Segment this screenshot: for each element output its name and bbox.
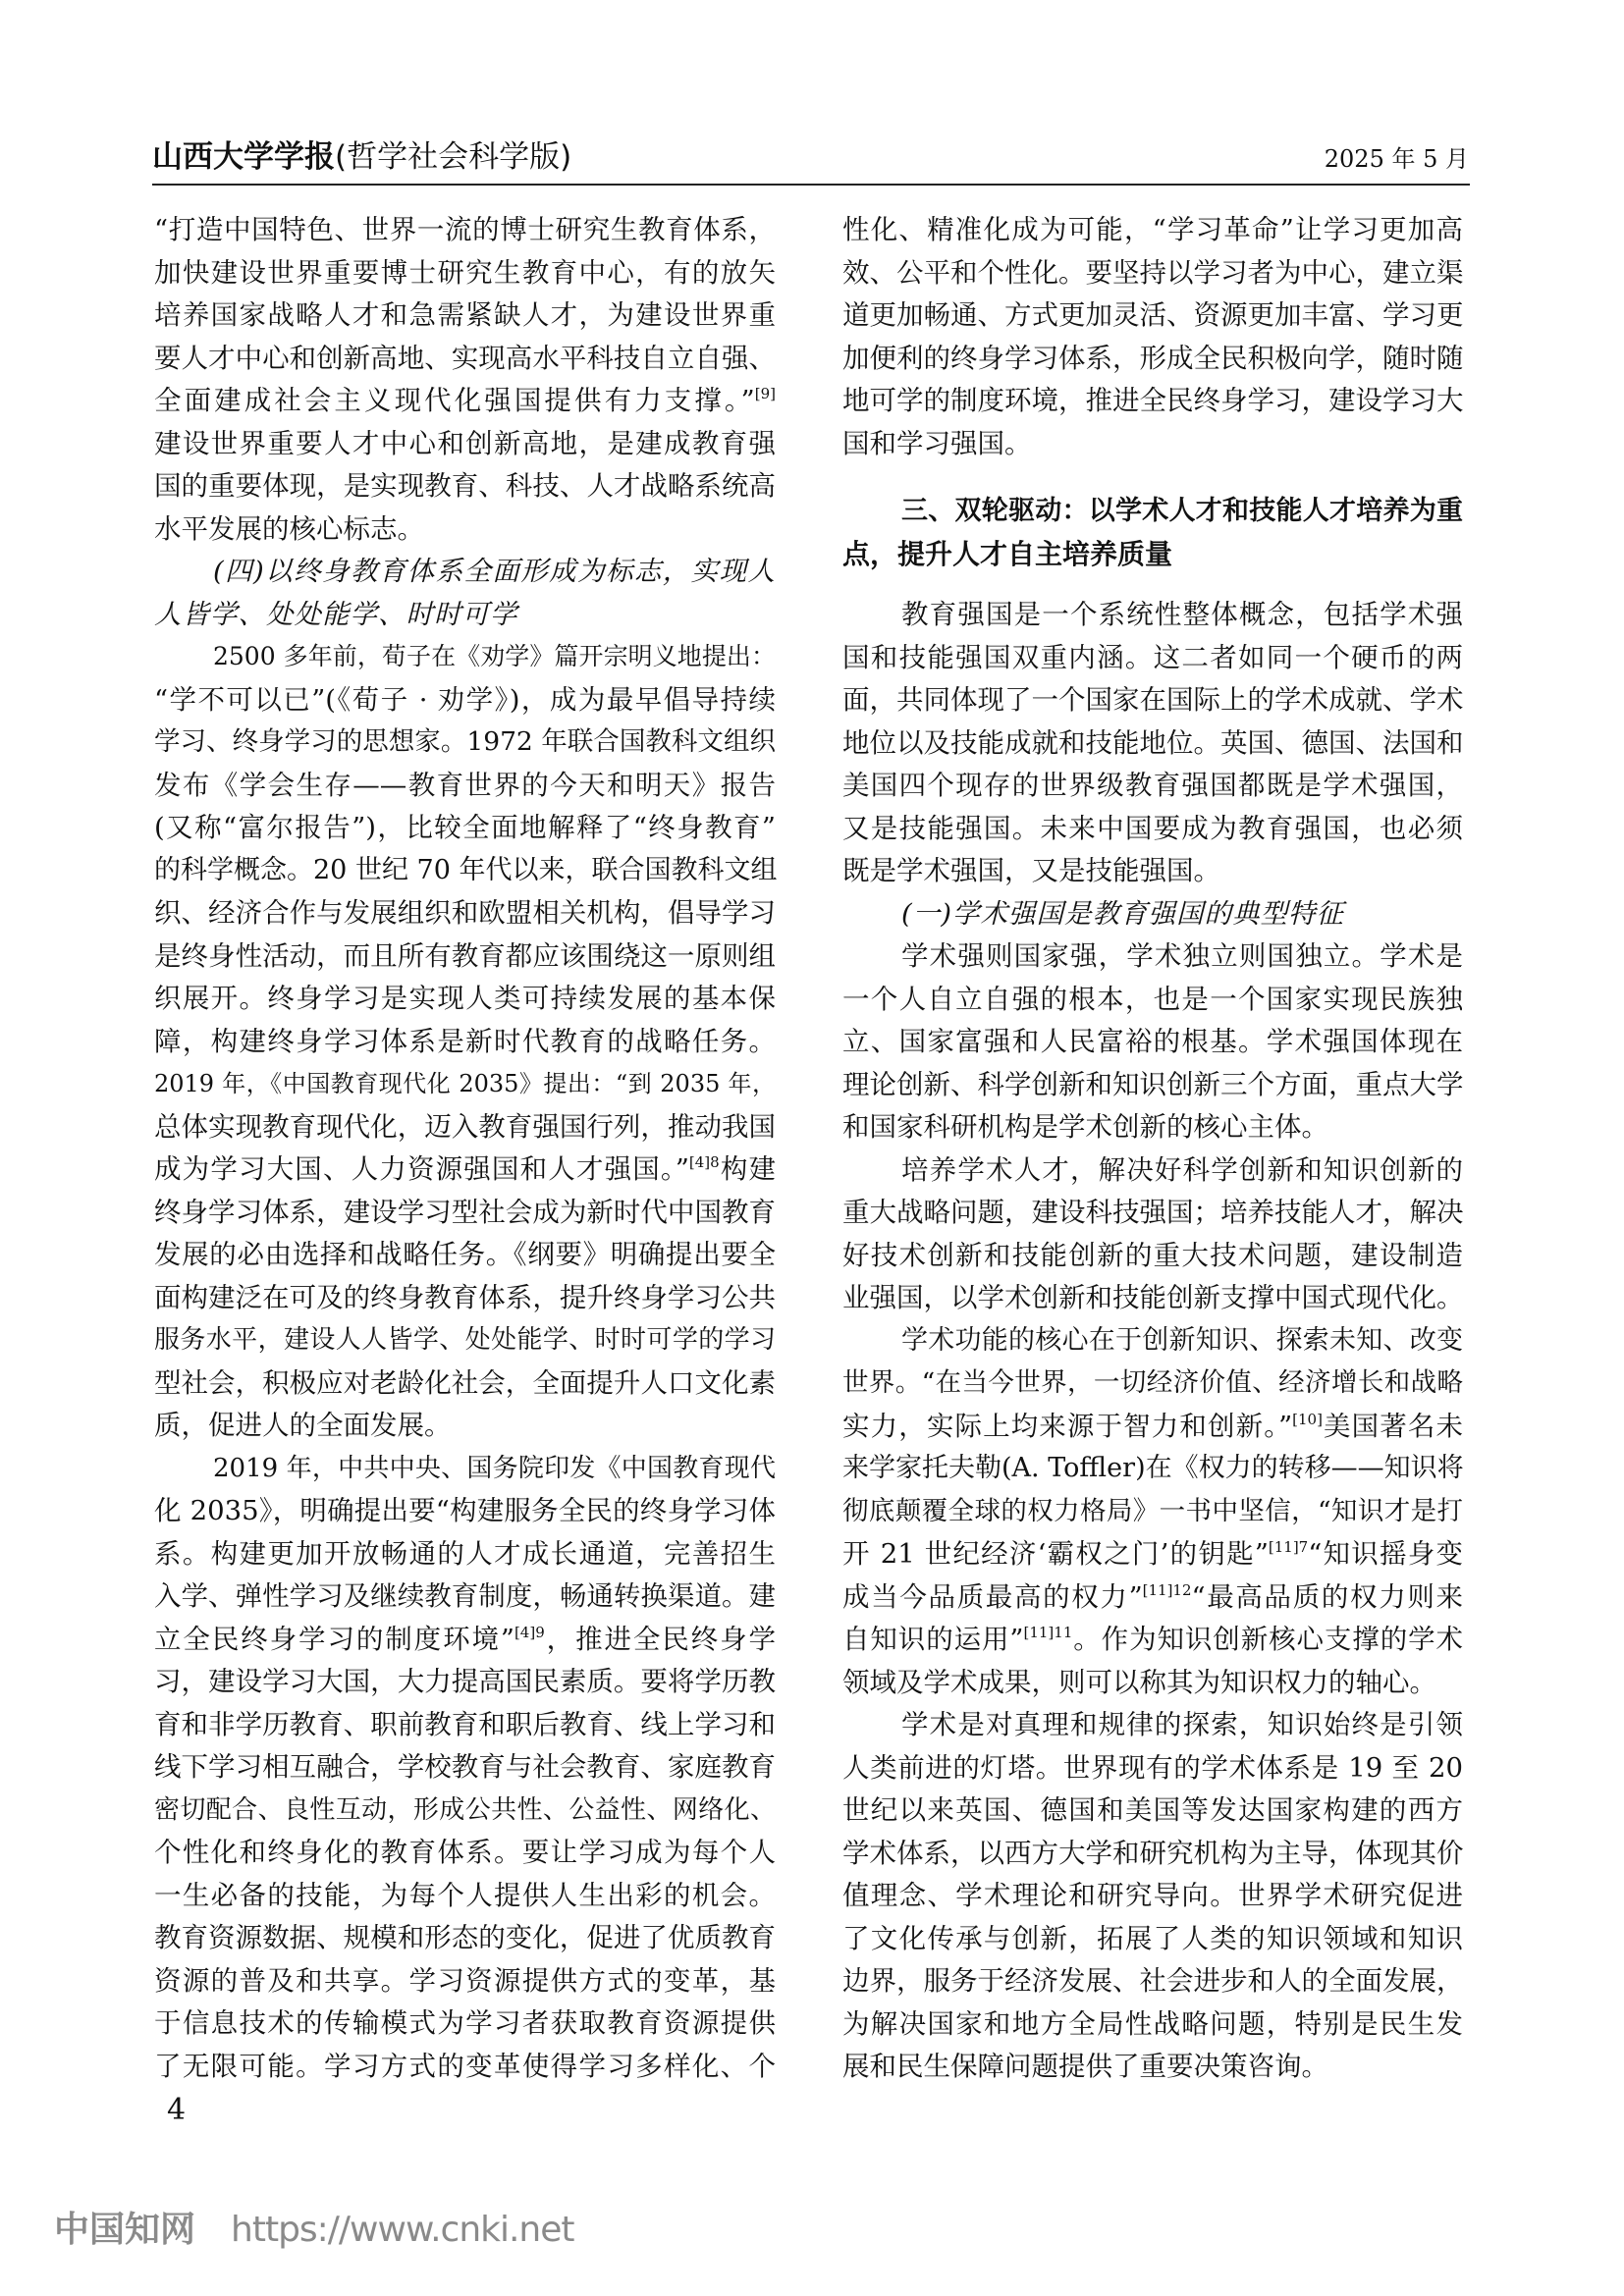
line-text-continued: “知识摇身变 <box>1308 1538 1463 1570</box>
line-text: 发布《学会生存——教育世界的今天和明天》报告 <box>154 769 776 801</box>
text-line <box>154 1662 776 1701</box>
text-line <box>154 1576 776 1616</box>
line-text: 国和技能强国双重内涵。这二者如同一个硬币的两 <box>842 641 1463 673</box>
text-line <box>842 1834 1463 1873</box>
section-heading-line <box>842 535 1463 574</box>
text-line <box>154 1705 776 1744</box>
line-text: 学术功能的核心在于创新知识、探索未知、改变 <box>901 1324 1463 1356</box>
citation-marker: [4]8 <box>688 1153 720 1171</box>
line-text: 织展开。终身学习是实现人类可持续发展的基本保 <box>154 983 776 1014</box>
text-line <box>842 809 1463 848</box>
cnki-watermark <box>54 2207 574 2254</box>
text-line <box>842 1278 1463 1317</box>
line-text: 入学、弹性学习及继续教育制度，畅通转换渠道。建 <box>154 1580 776 1612</box>
text-line <box>842 1321 1463 1361</box>
citation-marker: [4]9 <box>514 1623 545 1641</box>
text-line <box>154 1406 776 1445</box>
line-text: 学术是对真理和规律的探索，知识始终是引领 <box>901 1709 1463 1740</box>
journal-edition: (哲学社会科学版) <box>335 139 572 175</box>
text-line <box>154 1278 776 1317</box>
line-text: 业强国，以学术创新和技能创新支撑中国式现代化。 <box>842 1282 1464 1313</box>
citation-marker: [10] <box>1292 1410 1323 1428</box>
text-line <box>154 295 776 335</box>
text-line <box>842 1022 1463 1061</box>
line-text: 性化、精准化成为可能，“学习革命”让学习更加高 <box>842 214 1463 245</box>
line-text: 于信息技术的传输模式为学习者获取教育资源提供 <box>154 2007 776 2039</box>
text-line <box>842 2004 1463 2044</box>
line-text: 全面建成社会主义现代化强国提供有力支撑。” <box>154 385 755 416</box>
line-text: 好技术创新和技能创新的重大技术问题，建设制造 <box>842 1239 1463 1271</box>
text-line <box>842 210 1463 249</box>
line-text: 重大战略问题，建设科技强国；培养技能人才，解决 <box>842 1197 1464 1228</box>
line-text: 三、双轮驱动：以学术人才和技能人才培养为重 <box>901 496 1463 526</box>
line-text: 美国四个现存的世界级教育强国都既是学术强国， <box>842 770 1463 801</box>
text-line <box>842 1236 1463 1275</box>
text-line <box>154 680 776 720</box>
line-text: 地位以及技能成就和技能地位。英国、德国、法国和 <box>842 726 1464 759</box>
line-text: 个性化和终身化的教育体系。要让学习成为每个人 <box>154 1837 776 1868</box>
citation-marker: [11]7 <box>1268 1538 1309 1556</box>
line-text: 又是技能强国。未来中国要成为教育强国，也必须 <box>842 812 1463 844</box>
line-text: 开 21 世纪经济‘霸权之门’的钥匙” <box>842 1538 1269 1570</box>
line-text: 2019 年，《中国教育现代化 2035》提出：“到 2035 年， <box>154 1070 776 1097</box>
text-line <box>842 424 1463 463</box>
line-text: 既是学术强国，又是技能强国。 <box>842 855 1220 886</box>
header-rule <box>152 184 1470 186</box>
text-line <box>154 1449 776 1488</box>
line-text: 了文化传承与创新，拓展了人类的知识领域和知识 <box>842 1922 1463 1954</box>
line-text: 学习、终身学习的思想家。1972 年联合国教科文组织 <box>154 726 776 757</box>
text-line <box>842 595 1463 634</box>
line-text: 来学家托夫勒(A. Toffler)在《权力的转移——知识将 <box>842 1453 1464 1483</box>
text-line <box>154 1235 776 1274</box>
line-text: 了无限可能。学习方式的变革使得学习多样化、个 <box>154 2050 776 2082</box>
text-line <box>842 851 1463 890</box>
text-line <box>154 339 776 378</box>
line-text: 资源的普及和共享。学习资源提供方式的变革，基 <box>154 1964 776 1997</box>
line-text: 彻底颠覆全球的权力格局》一书中坚信，“知识才是打 <box>842 1495 1463 1526</box>
line-text: (四)以终身教育体系全面形成为标志，实现人 <box>213 556 776 587</box>
line-text: 是终身性活动，而且所有教育都应该围绕这一原则组 <box>154 939 776 972</box>
text-line <box>154 1193 776 1232</box>
text-line <box>842 1748 1463 1788</box>
text-line <box>842 723 1463 763</box>
line-text: 一个人自立自强的根本，也是一个国家实现民族独 <box>842 983 1463 1015</box>
line-text: “打造中国特色、世界一流的博士研究生教育体系， <box>154 214 776 245</box>
page-number: 4 <box>167 2093 187 2127</box>
line-text: 的科学概念。20 世纪 70 年代以来，联合国教科文组 <box>154 854 778 885</box>
text-line <box>154 1107 776 1147</box>
text-line <box>842 1705 1463 1744</box>
text-line <box>154 1876 776 1915</box>
text-line <box>154 893 776 933</box>
line-text: 教育资源数据、规模和形态的变化，促进了优质教育 <box>154 1922 776 1953</box>
text-line <box>154 552 776 591</box>
text-line <box>842 1919 1463 1958</box>
line-text: 育和非学历教育、职前教育和职后教育、线上学习和 <box>154 1708 776 1740</box>
text-line <box>154 424 776 463</box>
text-line <box>154 851 776 890</box>
journal-title <box>152 137 571 177</box>
line-text: 和国家科研机构是学术创新的核心主体。 <box>842 1111 1328 1143</box>
text-line <box>154 1363 776 1403</box>
text-line <box>842 1150 1463 1190</box>
text-line <box>842 936 1463 976</box>
line-text-continued: ，推进全民终身学 <box>544 1623 777 1655</box>
line-text: 地可学的制度环境，推进全民终身学习，建设学习大 <box>842 385 1464 416</box>
line-text: 成当今品质最高的权力” <box>842 1580 1143 1613</box>
line-text: 国和学习强国。 <box>842 427 1032 459</box>
text-line <box>154 2003 776 2043</box>
text-line <box>154 1961 776 2001</box>
line-text: 点，提升人才自主培养质量 <box>842 537 1173 570</box>
line-text: “学不可以已”(《荀子 · 劝学》)，成为最早倡导持续 <box>154 683 776 716</box>
text-line <box>154 1149 776 1189</box>
text-line <box>842 1492 1463 1531</box>
line-text: 型社会，积极应对老龄化社会，全面提升人口文化素 <box>154 1366 776 1399</box>
line-text: 自知识的运用” <box>842 1624 1024 1655</box>
text-line <box>842 1790 1463 1830</box>
line-text-continued: 。作为知识创新核心支撑的学术 <box>1072 1624 1464 1655</box>
text-line <box>842 1961 1463 2001</box>
line-text: 面构建泛在可及的终身教育体系，提升终身学习公共 <box>154 1281 776 1313</box>
watermark-brand: 中国知网 <box>54 2210 196 2250</box>
line-text: 理论创新、科学创新和知识创新三个方面，重点大学 <box>842 1068 1464 1100</box>
text-line <box>842 1577 1463 1617</box>
text-line <box>154 637 776 676</box>
line-text: 道更加畅通、方式更加灵活、资源更加丰富、学习更 <box>842 299 1464 331</box>
line-text: 线下学习相互融合，学校教育与社会教育、家庭教育 <box>154 1751 776 1783</box>
text-line <box>154 808 776 847</box>
text-line <box>842 1193 1463 1232</box>
text-line <box>154 1918 776 1957</box>
line-text: 国的重要体现，是实现教育、科技、人才战略系统高 <box>154 470 776 502</box>
text-line <box>842 1449 1463 1488</box>
line-text: 终身学习体系，建设学习型社会成为新时代中国教育 <box>154 1196 776 1228</box>
line-text: 水平发展的核心标志。 <box>154 512 424 545</box>
text-line <box>154 1064 776 1103</box>
text-line <box>842 1620 1463 1659</box>
line-text: 面，共同体现了一个国家在国际上的学术成就、学术 <box>842 684 1464 716</box>
line-text: 世纪以来英国、德国和美国等发达国家构建的西方 <box>842 1794 1463 1826</box>
line-text: 2500 多年前，荀子在《劝学》篇开宗明义地提出： <box>213 642 776 670</box>
text-line <box>842 295 1463 335</box>
text-line <box>842 1663 1463 1702</box>
line-text: 织、经济合作与发展组织和欧盟相关机构，倡导学习 <box>154 897 776 929</box>
line-text: 习，建设学习大国，大力提高国民素质。要将学历教 <box>154 1666 776 1697</box>
text-line <box>154 1320 776 1360</box>
text-line <box>842 1876 1463 1915</box>
line-text: 发展的必由选择和战略任务。《纲要》明确提出要全 <box>154 1239 776 1270</box>
line-text: 2019 年，中共中央、国务院印发《中国教育现代 <box>213 1453 776 1483</box>
line-text: 立、国家富强和人民富裕的根基。学术强国体现在 <box>842 1026 1463 1057</box>
text-line <box>154 722 776 762</box>
line-text: 化 2035》，明确提出要“构建服务全民的终身学习体 <box>154 1495 776 1526</box>
line-text: 密切配合、良性互动，形成公共性、公益性、网络化、 <box>154 1794 776 1825</box>
line-text: 加便利的终身学习体系，形成全民积极向学，随时随 <box>842 342 1464 374</box>
text-line <box>154 1022 776 1061</box>
line-text: 世界。“在当今世界，一切经济价值、经济增长和战略 <box>842 1367 1463 1398</box>
text-line <box>842 253 1463 293</box>
text-line <box>154 766 776 805</box>
line-text: 立全民终身学习的制度环境” <box>154 1623 514 1655</box>
text-line <box>154 1790 776 1830</box>
text-line <box>154 1534 776 1574</box>
text-line <box>842 638 1463 677</box>
text-line <box>154 381 776 420</box>
text-line <box>154 466 776 506</box>
text-line <box>842 680 1463 720</box>
text-line <box>842 1407 1463 1446</box>
text-line <box>154 936 776 976</box>
text-line <box>842 980 1463 1019</box>
line-text: 人皆学、处处能学、时时可学 <box>154 598 518 630</box>
line-text: 障，构建终身学习体系是新时代教育的战略任务。 <box>154 1025 776 1057</box>
line-text: (又称“富尔报告”)，比较全面地解释了“终身教育” <box>154 812 776 843</box>
line-text: 效、公平和个性化。要坚持以学习者为中心，建立渠 <box>842 256 1464 289</box>
citation-marker: [9] <box>754 385 776 402</box>
line-text: 值理念、学术理论和研究导向。世界学术研究促进 <box>842 1880 1463 1911</box>
text-line <box>842 2047 1463 2086</box>
line-text: 实力，实际上均来源于智力和创新。” <box>842 1410 1293 1442</box>
citation-marker: [11]12 <box>1142 1580 1192 1599</box>
section-heading-line <box>842 492 1463 531</box>
text-line <box>842 339 1463 378</box>
line-text: 质，促进人的全面发展。 <box>154 1410 452 1441</box>
text-line <box>154 1747 776 1787</box>
line-text: 培养国家战略人才和急需紧缺人才，为建设世界重 <box>154 299 776 331</box>
text-line <box>154 1491 776 1530</box>
line-text-continued: 构建 <box>719 1153 776 1185</box>
line-text: (一)学术强国是教育强国的典型特征 <box>901 897 1344 930</box>
text-line <box>154 979 776 1018</box>
text-line <box>842 766 1463 805</box>
line-text-continued: “最高品质的权力则来 <box>1191 1580 1464 1613</box>
text-line <box>154 1833 776 1872</box>
line-text: 教育强国是一个系统性整体概念，包括学术强 <box>901 599 1463 630</box>
text-line <box>842 1065 1463 1104</box>
line-text: 系。构建更加开放畅通的人才成长通道，完善招生 <box>154 1537 776 1570</box>
line-text: 服务水平，建设人人皆学、处处能学、时时可学的学习 <box>154 1325 776 1355</box>
text-line <box>842 381 1463 420</box>
line-text: 总体实现教育现代化，迈入教育强国行列，推动我国 <box>154 1110 776 1143</box>
line-text-continued: 美国著名未 <box>1322 1410 1464 1442</box>
text-line <box>842 1534 1463 1574</box>
text-line <box>154 253 776 293</box>
text-line <box>842 894 1463 934</box>
line-text: 一生必备的技能，为每个人提供人生出彩的机会。 <box>154 1879 776 1911</box>
citation-marker: [11]11 <box>1023 1624 1073 1641</box>
line-text: 建设世界重要人才中心和创新高地，是建成教育强 <box>154 427 776 459</box>
watermark-url: https://www.cnki.net <box>231 2210 574 2250</box>
line-text: 学术强则国家强，学术独立则国独立。学术是 <box>901 940 1463 972</box>
text-line <box>842 1107 1463 1147</box>
line-text: 成为学习大国、人力资源强国和人才强国。” <box>154 1153 689 1185</box>
issue-date: 2025 年 5 月 <box>1324 145 1469 173</box>
text-line <box>154 595 776 634</box>
line-text: 领域及学术成果，则可以称其为知识权力的轴心。 <box>842 1666 1436 1698</box>
line-text: 为解决国家和地方全局性战略问题，特别是民生发 <box>842 2007 1463 2040</box>
line-text: 边界，服务于经济发展、社会进步和人的全面发展， <box>842 1965 1464 1997</box>
line-text: 加快建设世界重要博士研究生教育中心，有的放矢 <box>154 256 776 289</box>
line-text: 展和民生保障问题提供了重要决策咨询。 <box>842 2051 1328 2082</box>
text-line <box>154 2047 776 2086</box>
line-text: 人类前进的灯塔。世界现有的学术体系是 19 至 20 <box>842 1751 1463 1784</box>
text-line <box>154 210 776 249</box>
line-text: 学术体系，以西方大学和研究机构为主导，体现其价 <box>842 1837 1464 1869</box>
journal-name: 山西大学学报 <box>152 139 335 175</box>
line-text: 培养学术人才，解决好科学创新和知识创新的 <box>901 1153 1463 1186</box>
text-line <box>154 1620 776 1659</box>
text-line <box>842 1363 1463 1403</box>
line-text: 要人才中心和创新高地、实现高水平科技自立自强、 <box>154 342 776 374</box>
text-line <box>154 509 776 549</box>
